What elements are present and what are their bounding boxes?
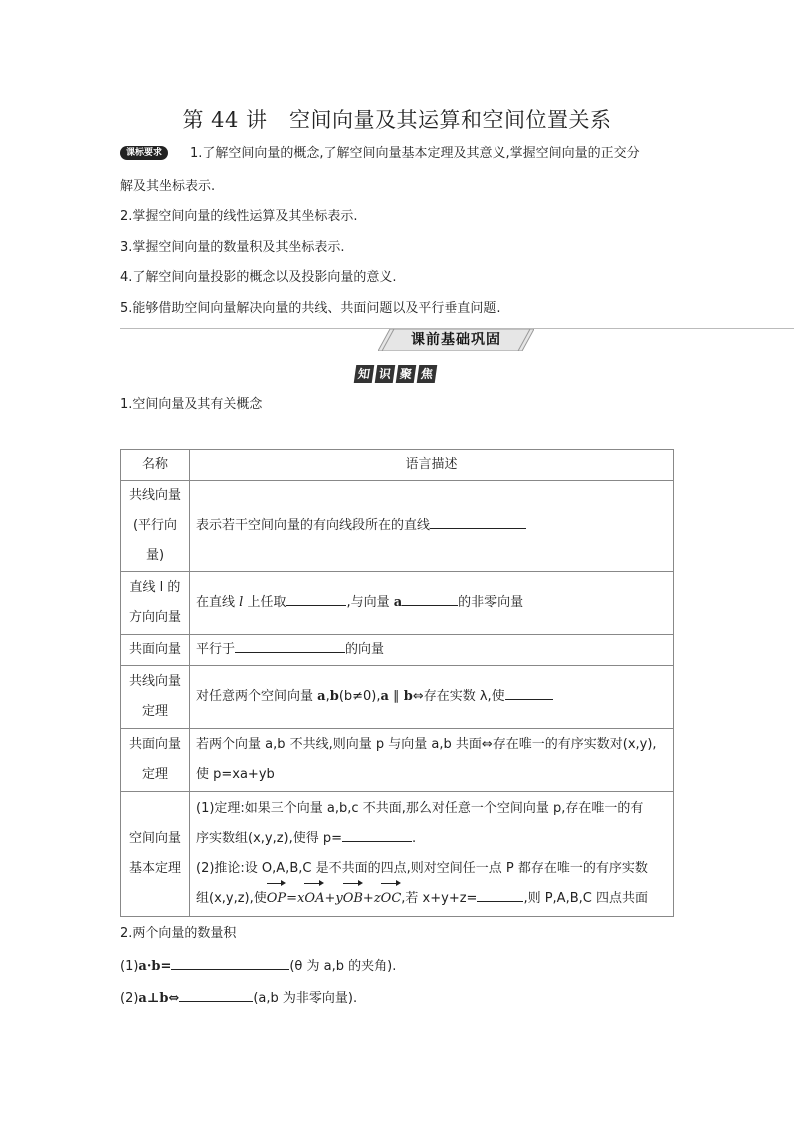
answer-blank[interactable]: [179, 987, 253, 1002]
item-number: (1): [120, 959, 139, 974]
row-text: 使 p=xa+yb: [196, 767, 275, 782]
vector-OP: OP: [267, 884, 286, 914]
row-name: [121, 481, 190, 572]
item-text: (a,b 为非零向量).: [253, 991, 358, 1006]
row-text: 对任意两个空间向量: [196, 689, 318, 704]
requirement-line-5: 4.了解空间向量投影的概念以及投影向量的意义.: [120, 270, 397, 285]
row-description: [190, 729, 674, 792]
answer-blank[interactable]: [402, 591, 458, 606]
row-text: 平行于: [196, 642, 236, 657]
dot-product-expression: a·b=: [138, 959, 172, 974]
row-description: [190, 481, 674, 572]
row-text: 的向量: [345, 642, 385, 657]
row-text-line: [196, 824, 667, 854]
table-row: [121, 572, 674, 635]
table-row: [121, 481, 674, 572]
section-1-heading: 1.空间向量及其有关概念: [120, 397, 263, 412]
row-name-line: (平行向量): [132, 518, 178, 563]
row-name: [121, 572, 190, 635]
requirements-badge: 课标要求: [120, 146, 168, 160]
row-text: ⇔存在实数 λ,使: [412, 689, 505, 704]
vector-symbol: a: [380, 689, 389, 704]
row-text: =x: [286, 891, 305, 906]
row-name-line: 空间向量: [128, 831, 181, 846]
row-name-line: 共线向量: [128, 674, 181, 689]
concepts-table: [120, 449, 674, 917]
requirement-line-1: 1.了解空间向量的概念,了解空间向量基本定理及其意义,掌握空间向量的正交分: [190, 146, 640, 161]
knowledge-char-1: 知: [354, 365, 375, 383]
row-text: (1)定理:如果三个向量 a,b,c 不共面,那么对任意一个空间向量 p,存在唯一的有: [196, 801, 644, 816]
row-name-line: 定理: [141, 704, 168, 719]
knowledge-char-2: 识: [375, 365, 396, 383]
requirement-line-4: 3.掌握空间向量的数量积及其坐标表示.: [120, 240, 345, 255]
row-description: [190, 792, 674, 917]
row-text: (2)推论:设 O,A,B,C 是不共面的四点,则对空间任一点 P 都存在唯一的有序实数: [196, 861, 648, 876]
row-name-line: 共线向量: [128, 488, 181, 503]
header-description: 语言描述: [190, 450, 674, 481]
row-text: 的非零向量: [458, 595, 524, 610]
vector-OC: OC: [381, 884, 402, 914]
answer-blank[interactable]: [505, 685, 553, 700]
line-symbol: l: [239, 595, 244, 610]
knowledge-tag: [355, 365, 436, 383]
row-name: [121, 666, 190, 729]
answer-blank[interactable]: [477, 887, 523, 902]
table-row: [121, 792, 674, 917]
page-title: 第 44 讲 空间向量及其运算和空间位置关系: [182, 108, 612, 132]
row-text: ,则 P,A,B,C 四点共面: [523, 891, 648, 906]
row-name-line: 定理: [141, 767, 168, 782]
requirement-line-6: 5.能够借助空间向量解决向量的共线、共面问题以及平行垂直问题.: [120, 301, 501, 316]
knowledge-char-4: 焦: [417, 365, 438, 383]
header-name: 名称: [121, 450, 190, 481]
row-text-line: [196, 884, 667, 914]
row-text: ,若 x+y+z=: [401, 891, 478, 906]
answer-blank[interactable]: [235, 638, 345, 653]
section-2-heading: 2.两个向量的数量积: [120, 926, 237, 941]
row-text: 组(x,y,z),使: [196, 891, 267, 906]
requirement-line-3: 2.掌握空间向量的线性运算及其坐标表示.: [120, 209, 358, 224]
row-name-line: 共面向量: [128, 737, 181, 752]
answer-blank[interactable]: [171, 955, 289, 970]
row-text: +z: [362, 891, 381, 906]
row-text: 上任取: [243, 595, 287, 610]
vector-symbol: b: [403, 689, 413, 704]
answer-blank[interactable]: [286, 591, 346, 606]
row-text: 若两个向量 a,b 不共线,则向量 p 与向量 a,b 共面⇔存在唯一的有序实数对(x,y),: [196, 737, 657, 752]
row-description: [190, 572, 674, 635]
row-name-line: 基本定理: [128, 861, 181, 876]
row-name-line: 直线 l 的: [129, 580, 181, 595]
table-header-row: [121, 450, 674, 481]
row-text: ∥: [388, 689, 404, 704]
row-text: ,: [325, 689, 330, 704]
table-row: [121, 729, 674, 792]
item-text: (θ 为 a,b 的夹角).: [289, 959, 397, 974]
vector-symbol: a: [393, 595, 403, 610]
row-description: [190, 635, 674, 666]
requirement-line-2: 解及其坐标表示.: [120, 179, 216, 194]
row-name: [121, 792, 190, 917]
answer-blank[interactable]: [342, 827, 412, 842]
row-text: (b≠0),: [338, 689, 381, 704]
knowledge-char-3: 聚: [396, 365, 417, 383]
row-text: .: [412, 831, 417, 846]
vector-symbol: b: [329, 689, 339, 704]
answer-blank[interactable]: [430, 514, 526, 529]
banner-title: 课前基础巩固: [411, 332, 501, 348]
vector-OA: OA: [304, 884, 324, 914]
vector-OB: OB: [343, 884, 363, 914]
perpendicular-item: [120, 987, 357, 1008]
row-description: [190, 666, 674, 729]
row-text: 在直线: [196, 595, 240, 610]
table-row: [121, 635, 674, 666]
perpendicular-expression: a⊥b⇔: [138, 991, 180, 1006]
table-row: [121, 666, 674, 729]
row-name: 共面向量: [121, 635, 190, 666]
row-name: [121, 729, 190, 792]
item-number: (2): [120, 991, 139, 1006]
vector-symbol: a: [317, 689, 326, 704]
row-name-line: 方向向量: [128, 610, 181, 625]
dot-product-item: [120, 955, 396, 976]
row-text: 表示若干空间向量的有向线段所在的直线: [196, 518, 431, 533]
row-text: 序实数组(x,y,z),使得 p=: [196, 831, 343, 846]
row-text: ,与向量: [346, 595, 394, 610]
row-text: +y: [324, 891, 343, 906]
